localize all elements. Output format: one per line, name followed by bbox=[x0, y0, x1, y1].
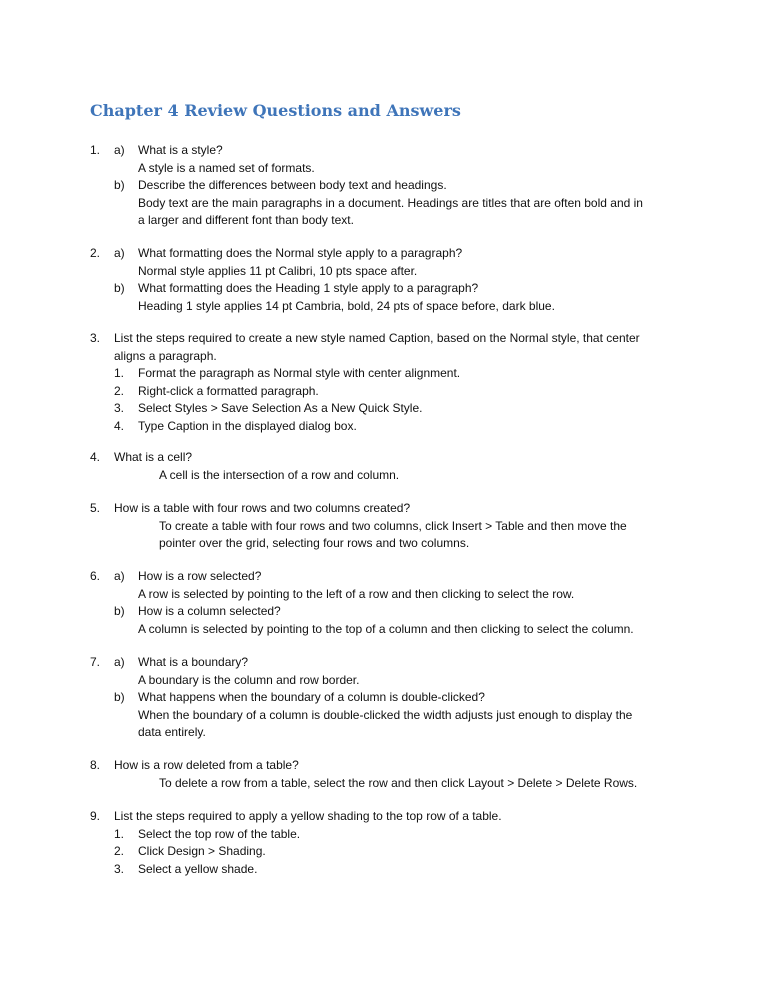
question-text: aligns a paragraph. bbox=[114, 348, 217, 363]
sub-question: What happens when the boundary of a column is double-clicked? bbox=[138, 690, 485, 704]
question-1 bbox=[90, 142, 690, 230]
question-text: How is a row deleted from a table? bbox=[114, 758, 299, 772]
sub-question: Describe the differences between body text and headings. bbox=[138, 178, 447, 192]
question-5 bbox=[90, 500, 690, 553]
answer-text: Heading 1 style applies 14 pt Cambria, bold, 24 pts of space before, dark blue. bbox=[138, 298, 555, 313]
question-text: List the steps required to create a new style named Caption, based on the Normal style, that center bbox=[114, 331, 640, 345]
question-number: 1. bbox=[90, 143, 101, 157]
sub-letter: b) bbox=[114, 178, 125, 192]
question-number: 8. bbox=[90, 758, 101, 772]
question-number: 6. bbox=[90, 569, 101, 583]
answer-text: A row is selected by pointing to the left of a row and then clicking to select the row. bbox=[138, 586, 575, 601]
step-text: Select the top row of the table. bbox=[138, 826, 301, 841]
sub-question: What formatting does the Heading 1 style apply to a paragraph? bbox=[138, 281, 479, 295]
question-6 bbox=[90, 568, 690, 638]
answer-text: A column is selected by pointing to the top of a column and then clicking to select the column. bbox=[138, 621, 634, 636]
question-4 bbox=[90, 449, 690, 484]
question-text: How is a table with four rows and two columns created? bbox=[114, 501, 411, 515]
question-number: 7. bbox=[90, 655, 101, 669]
question-number: 4. bbox=[90, 450, 101, 464]
question-text: List the steps required to apply a yellow shading to the top row of a table. bbox=[114, 809, 502, 823]
sub-question: What is a style? bbox=[138, 143, 223, 157]
step-text: Right-click a formatted paragraph. bbox=[138, 383, 319, 398]
step-text: Type Caption in the displayed dialog box. bbox=[138, 418, 357, 433]
sub-letter: a) bbox=[114, 143, 125, 157]
answer-text: A cell is the intersection of a row and column. bbox=[159, 467, 400, 482]
answer-text: data entirely. bbox=[138, 725, 206, 739]
question-2 bbox=[90, 245, 690, 315]
answer-text: pointer over the grid, selecting four rows and two columns. bbox=[159, 536, 470, 550]
answer-text: To delete a row from a table, select the row and then click Layout > Delete > Delete Rows. bbox=[159, 775, 638, 790]
sub-letter: b) bbox=[114, 604, 125, 618]
question-number: 2. bbox=[90, 246, 101, 260]
step-number: 3. bbox=[114, 861, 125, 876]
step-text: Click Design > Shading. bbox=[138, 844, 266, 858]
step-number: 2. bbox=[114, 383, 125, 398]
answer-text: To create a table with four rows and two columns, click Insert > Table and then move the bbox=[159, 518, 627, 533]
question-3 bbox=[90, 330, 690, 435]
step-number: 3. bbox=[114, 401, 125, 415]
step-text: Select a yellow shade. bbox=[138, 861, 258, 876]
sub-letter: a) bbox=[114, 569, 125, 583]
answer-text: Normal style applies 11 pt Calibri, 10 pts space after. bbox=[138, 263, 418, 278]
sub-letter: b) bbox=[114, 690, 125, 704]
step-text: Format the paragraph as Normal style with center alignment. bbox=[138, 366, 461, 380]
sub-letter: b) bbox=[114, 281, 125, 295]
question-text: What is a cell? bbox=[114, 450, 193, 464]
answer-text: Body text are the main paragraphs in a document. Headings are titles that are often bold and in bbox=[138, 195, 643, 210]
answer-text: A style is a named set of formats. bbox=[138, 160, 315, 175]
step-text: Select Styles > Save Selection As a New Quick Style. bbox=[138, 401, 423, 415]
step-number: 1. bbox=[114, 826, 125, 841]
question-number: 9. bbox=[90, 809, 101, 823]
sub-letter: a) bbox=[114, 655, 125, 669]
question-8 bbox=[90, 757, 690, 792]
sub-question: What formatting does the Normal style apply to a paragraph? bbox=[138, 246, 463, 260]
sub-question: How is a column selected? bbox=[138, 604, 281, 618]
sub-question: What is a boundary? bbox=[138, 655, 249, 669]
sub-question: How is a row selected? bbox=[138, 569, 262, 583]
sub-letter: a) bbox=[114, 246, 125, 260]
step-number: 4. bbox=[114, 418, 125, 433]
step-number: 1. bbox=[114, 366, 125, 380]
page-title: Chapter 4 Review Questions and Answers bbox=[90, 101, 461, 120]
answer-text: A boundary is the column and row border. bbox=[138, 672, 360, 687]
step-number: 2. bbox=[114, 844, 125, 858]
answer-text: When the boundary of a column is double-clicked the width adjusts just enough to display the bbox=[138, 707, 633, 722]
question-number: 3. bbox=[90, 331, 101, 345]
question-number: 5. bbox=[90, 501, 101, 515]
question-7 bbox=[90, 654, 690, 742]
answer-text: a larger and different font than body text. bbox=[138, 213, 354, 227]
question-9 bbox=[90, 808, 690, 878]
